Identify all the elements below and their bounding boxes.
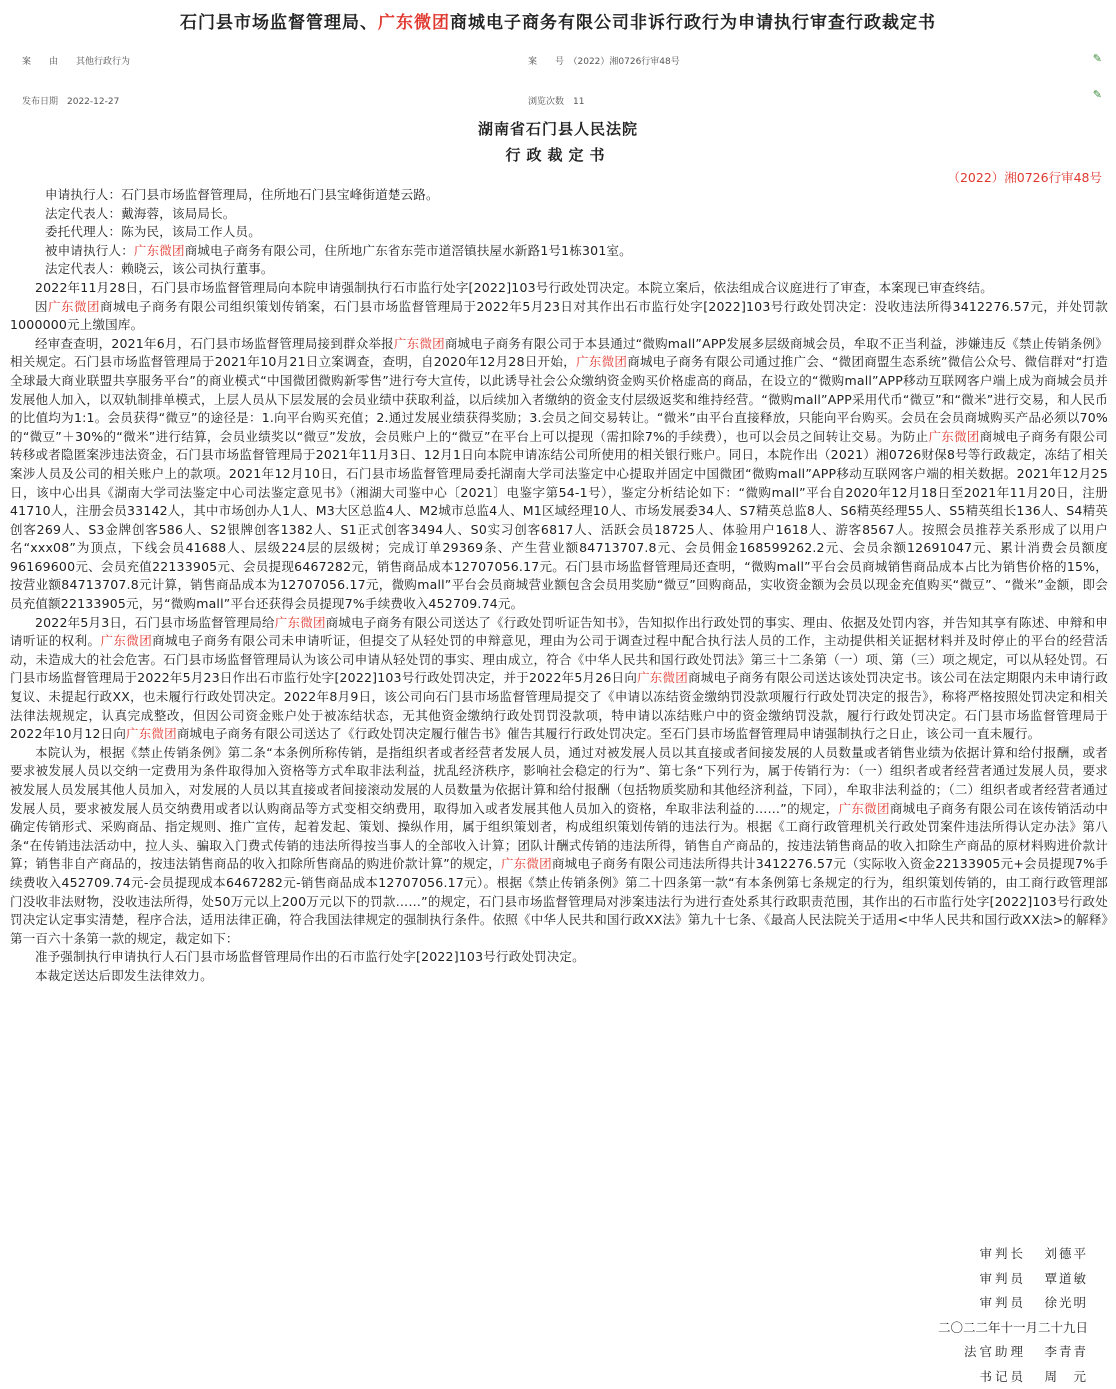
signature-row: 书记员 周 元 bbox=[938, 1365, 1088, 1389]
paragraph: 2022年5月3日，石门县市场监督管理局给广东微团商城电子商务有限公司送达了《行政处罚听证告知书》，告知拟作出行政处罚的事实、理由、依据及处罚内容，并告知其享有陈述、申辩和申请听证的权利。广东微团商城电子商务有限公司未申请听证，但提交了从轻处罚的申辩意见，理由为公司于调查过程中配合执行法人员的工作，主动提供相关证据材料并及时停止的平台的经营活动，未造成大的社会危害。石门县市场监督管理局认为该公司申请从轻处罚的事实、理由成立，符合《中华人民共和国行政处罚法》第三十二条第（一）项、第（三）项之规定，可以从轻处罚。石门县市场监督管理局于2022年5月23日作出石市监行处字[2022]103号行政处罚决定，并于2022年5月26日向广东微团商城电子商务有限公司送达该处罚决定书。该公司在法定期限内未申请行政复议、未提起行政XX，也未履行行政处罚决定。2022年8月9日，该公司向石门县市场监督管理局提交了《申请以冻结资金缴纳罚没款项履行行政处罚决定的报告》，称将严格按照处罚决定和相关法律法规规定，认真完成整改，但因公司资金账户处于被冻结状态，无其他资金缴纳行政处罚罚没款项，特申请以冻结账户中的资金缴纳罚没款，履行行政处罚决定。石门县市场监督管理局于2022年10月12日向广东微团商城电子商务有限公司送达了《行政处罚决定履行催告书》催告其履行行政处罚决定。至石门县市场监督管理局申请强制执行之日止，该公司一直未履行。 bbox=[10, 614, 1108, 744]
highlighted-company: 广东微团 bbox=[394, 336, 445, 351]
party-line: 申请执行人：石门县市场监督管理局，住所地石门县宝峰街道楚云路。 bbox=[10, 186, 1108, 205]
document-body bbox=[10, 186, 1108, 986]
signature-row: 法官助理 李青青 bbox=[938, 1340, 1088, 1365]
highlighted-company: 广东微团 bbox=[48, 299, 100, 314]
party-line: 法定代表人：戴海蓉，该局局长。 bbox=[10, 205, 1108, 224]
signature-row: 审判员 覃道敏 bbox=[938, 1267, 1088, 1292]
meta-case-type: 案 由 其他行政行为 bbox=[22, 54, 130, 67]
signature-block bbox=[938, 1242, 1088, 1389]
paragraph: 因广东微团商城电子商务有限公司组织策划传销案，石门县市场监督管理局于2022年5月23日对其作出石市监行处字[2022]103号行政处罚决定：没收违法所得3412276.57元，并处罚款1000000元上缴国库。 bbox=[10, 298, 1108, 335]
paragraph: 本院认为，根据《禁止传销条例》第二条“本条例所称传销，是指组织者或者经营者发展人员，通过对被发展人员以其直接或者间接发展的人员数量或者销售业绩为依据计算和给付报酬，或者要求被发展人员以交纳一定费用为条件取得加入资格等方式牟取非法利益，扰乱经济秩序，影响社会稳定的行为”、第七条“下列行为，属于传销行为：（一）组织者或者经营者通过发展人员，要求被发展人员发展其他人员加入，对发展的人员以其直接或者间接滚动发展的人员数量为依据计算和给付报酬（包括物质奖励和其他经济利益，下同），牟取非法利益的；（二）组织者或者经营者通过发展人员，要求被发展人员交纳费用或者以认购商品等方式变相交纳费用，取得加入或者发展其他人员加入的资格，牟取非法利益的……”的规定，广东微团商城电子商务有限公司在该传销活动中确定传销形式、采购商品、指定规则、推广宣传，起着发起、策划、操纵作用，属于组织策划者，构成组织策划传销的违法行为。根据《工商行政管理机关行政处罚案件违法所得认定办法》第八条“在传销违法活动中，拉人头、骗取入门费式传销的违法所得按当事人的全部收入计算；团队计酬式传销的违法所得，销售自产商品的，按违法销售商品的收入扣除生产商品的原材料购进价款计算；销售非自产商品的，按违法销售商品的收入扣除所售商品的购进价款计算”的规定，广东微团商城电子商务有限公司违法所得共计3412276.57元（实际收入资金22133905元+会员提现7%手续费收入452709.74元-会员提现成本6467282元-销售商品成本12707056.17元）。根据《禁止传销条例》第二十四条第一款“有本条例第七条规定的行为，组织策划传销的，由工商行政管理部门没收非法财物，没收违法所得，处50万元以上200万元以下的罚款……”的规定，石门县市场监督管理局对涉案违法行为进行查处系其行政职责范围，其作出的石市监行处字[2022]103号行政处罚决定认定事实清楚，程序合法，适用法律正确，符合我国法律规定的强制执行条件。依照《中华人民共和国行政XX法》第九十七条、《最高人民法院关于适用<中华人民共和国行政XX法>的解释》第一百六十条第一款的规定，裁定如下： bbox=[10, 744, 1108, 949]
case-number: （2022）湘0726行审48号 bbox=[947, 168, 1102, 186]
highlighted-company: 广东微团 bbox=[928, 429, 979, 444]
signature-row: 审判员 徐光明 bbox=[938, 1291, 1088, 1316]
party-line: 法定代表人：赖晓云，该公司执行董事。 bbox=[10, 260, 1108, 279]
meta-case-number: 案 号 （2022）湘0726行审48号 bbox=[528, 54, 680, 67]
highlighted-company: 广东微团 bbox=[100, 633, 152, 648]
highlighted-company: 广东微团 bbox=[501, 856, 552, 871]
heading-part: 商城电子商务有限公司非诉行政行为申请执行审查行政裁定书 bbox=[450, 13, 936, 33]
effect-paragraph: 本裁定送达后即发生法律效力。 bbox=[10, 967, 1108, 986]
highlighted-company: 广东微团 bbox=[378, 13, 450, 33]
ruling-paragraph: 准予强制执行申请执行人石门县市场监督管理局作出的石市监行处字[2022]103号行政处罚决定。 bbox=[10, 948, 1108, 967]
document-heading bbox=[0, 8, 1116, 33]
ruling-date: 二〇二二年十一月二十九日 bbox=[938, 1316, 1088, 1341]
highlighted-company: 广东微团 bbox=[275, 615, 326, 630]
highlighted-company: 广东微团 bbox=[126, 726, 177, 741]
paragraph: 经审查查明，2021年6月，石门县市场监督管理局接到群众举报广东微团商城电子商务有限公司于本县通过“微购mall”APP发展多层级商城会员，牟取不正当利益，涉嫌违反《禁止传销条例》相关规定。石门县市场监督管理局于2021年10月21日立案调查，查明，自2020年12月28日开始，广东微团商城电子商务有限公司通过推广会、“微团商盟生态系统”微信公众号、微信群对“打造全球最大商业联盟共享服务平台”的商业模式“中国微团微购新零售”进行夸大宣传，以此诱导社会公众缴纳资金购买价格虚高的商品，在设立的“微购mall”APP移动互联网客户端上成为商城会员并发展他人加入，以双轨制排单模式，上层人员从下层发展的会员业绩中获取利益，以后续加入者缴纳的资金支付层级返奖和维持经营。“微购mall”APP采用代币“微豆”和“微米”进行交易，和人民币的比值均为1:1。会员获得“微豆”的途径是：1.向平台购买充值；2.通过发展业绩获得奖励；3.会员之间交易转让。“微米”由平台直接释放，只能向平台购买。会员在会员商城购买产品必须以70%的“微豆”＋30%的“微米”进行结算，会员业绩奖以“微豆”发放，会员账户上的“微豆”在平台上可以提现（需扣除7%的手续费），也可以会员之间转让交易。为防止广东微团商城电子商务有限公司转移或者隐匿案涉违法资金，石门县市场监督管理局于2021年11月3日、12月1日向本院申请冻结公司所使用的相关银行账户。同日，本院作出（2021）湘0726财保8号等行政裁定，冻结了相关案涉人员及公司的相关账户上的款项。2021年12月10日，石门县市场监督管理局委托湖南大学司法鉴定中心提取并固定中国微团“微购mall”APP移动互联网客户端的相关数据。2021年12月25日，该中心出具《湖南大学司法鉴定中心司法鉴定意见书》（湘湖大司鉴中心〔2021〕电鉴字第54-1号），鉴定分析结论如下：“微购mall”平台自2020年12月18日至2021年11月20日，注册41710人，注册会员33142人，其中市场创办人1人、M3大区总监4人、M2城市总监4人、M1区域经理10人、市场发展委34人、S7精英总监8人、S6精英经理55人、S5精英组长136人、S4精英创客269人、S3金牌创客586人、S2银牌创客1382人、S1正式创客3494人、S0实习创客6817人、活跃会员18725人、体验用户1618人、游客8567人。按照会员推荐关系形成了以用户名“xxx08”为顶点，下线会员41688人、层级224层的层级树；完成订单29369条、产生营业额84713707.8元、会员佣金168599262.2元、会员余额12691047元、累计消费会员额度96169600元、会员充值22133905元、会员提现6467282元，销售商品成本12707056.17元。石门县市场监督管理局还查明，“微购mall”平台会员商城销售商品成本占比为销售价格的15%，按营业额84713707.8元计算，销售商品成本为12707056.17元，微购mall”平台会员商城营业额包含会员用奖励“微豆”回购商品，实收资金额为会员以现金充值购买“微豆”、“微米”金额，即会员充值额22133905元，另“微购mall”平台还获得会员提现7%手续费收入452709.74元。 bbox=[10, 335, 1108, 614]
meta-date: 发布日期 2022-12-27 bbox=[22, 94, 119, 107]
highlighted-company: 广东微团 bbox=[134, 243, 185, 258]
paragraph: 2022年11月28日，石门县市场监督管理局向本院申请强制执行石市监行处字[2022]103号行政处罚决定。本院立案后，依法组成合议庭进行了审查，本案现已审查终结。 bbox=[10, 279, 1108, 298]
highlighted-company: 广东微团 bbox=[576, 354, 627, 369]
document-type: 行政裁定书 bbox=[0, 144, 1116, 165]
signature-row: 审判长 刘德平 bbox=[938, 1242, 1088, 1267]
doc-icon[interactable]: ✎ bbox=[1093, 52, 1102, 65]
court-name: 湖南省石门县人民法院 bbox=[0, 118, 1116, 139]
heading-part: 石门县市场监督管理局、 bbox=[180, 13, 378, 33]
highlighted-company: 广东微团 bbox=[838, 801, 889, 816]
party-line: 委托代理人：陈为民，该局工作人员。 bbox=[10, 223, 1108, 242]
meta-views: 浏览次数 11 bbox=[528, 94, 584, 107]
party-line: 被申请执行人：广东微团商城电子商务有限公司，住所地广东省东莞市道滘镇扶屋水新路1号1栋301室。 bbox=[10, 242, 1108, 261]
highlighted-company: 广东微团 bbox=[637, 670, 688, 685]
doc-icon[interactable]: ✎ bbox=[1093, 88, 1102, 101]
